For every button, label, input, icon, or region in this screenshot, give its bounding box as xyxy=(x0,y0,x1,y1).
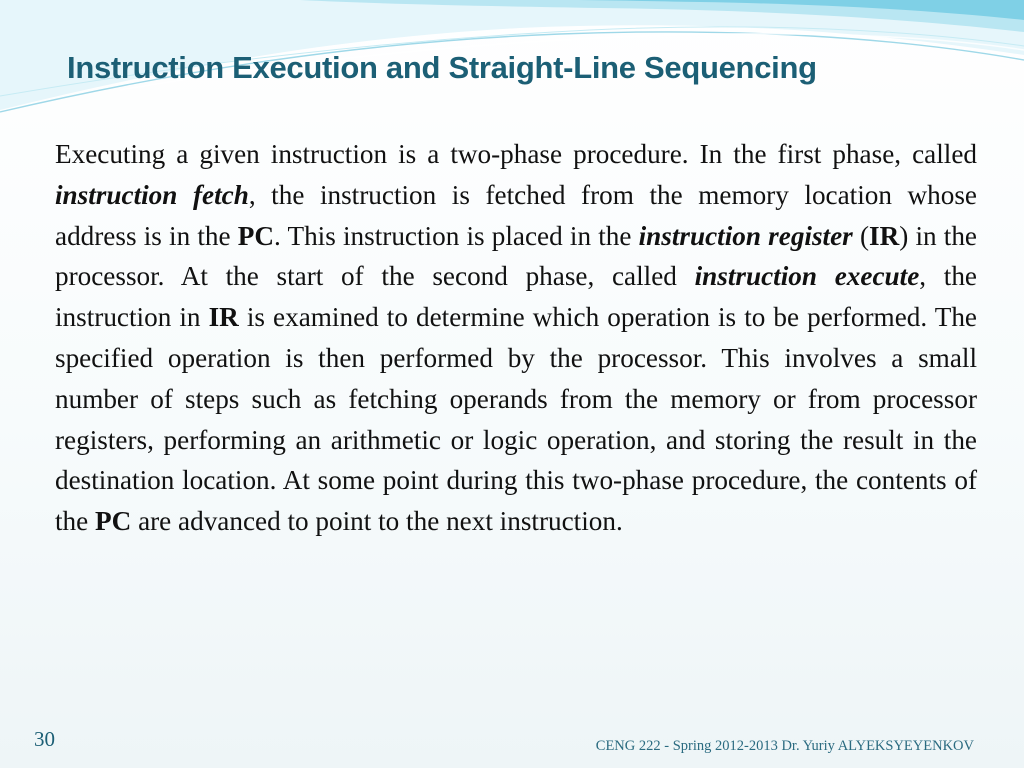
emphasized-term-wrapper xyxy=(695,261,920,291)
slide-title: Instruction Execution and Straight-Line Sequencing xyxy=(67,50,817,85)
body-text-run: , the instruction is fetched from the memory location whose address is in the xyxy=(55,179,977,251)
emphasized-term: instruction register xyxy=(638,220,853,251)
slide-footer: CENG 222 - Spring 2012-2013 Dr. Yuriy ALYEKSYEYENKOV xyxy=(595,738,974,754)
emphasized-term-wrapper xyxy=(55,180,249,210)
register-abbreviation: IR xyxy=(869,220,900,251)
body-text-run: is examined to determine which operation is to be performed. The specified operation is then performed by the processor. This involves a small number of steps such as fetching operands from the memory or from processor registers, performing an arithmetic or logic operation, and storing the result in the destination location. At some point during this two-phase procedure, the contents of the xyxy=(55,302,977,537)
slide-number: 30 xyxy=(34,727,55,751)
body-text-run: are advanced to point to the next instruction. xyxy=(131,506,623,537)
body-text-run: ( xyxy=(852,220,869,251)
register-abbreviation: PC xyxy=(95,506,132,537)
register-abbreviation: IR xyxy=(208,302,239,333)
slide-body-text xyxy=(55,134,977,542)
body-text-run: ) in the processor. At the start of the second phase, called xyxy=(55,220,977,292)
register-abbreviation: PC xyxy=(237,220,274,251)
body-text-run: Executing a given instruction is a two-phase procedure. In the first phase, called xyxy=(55,139,977,169)
emphasized-term: instruction fetch xyxy=(55,179,249,210)
body-text-run: , the instruction in xyxy=(55,261,977,333)
emphasized-term-wrapper xyxy=(639,221,853,251)
body-text-run: . This instruction is placed in the xyxy=(274,220,639,251)
emphasized-term: instruction execute xyxy=(694,261,920,292)
